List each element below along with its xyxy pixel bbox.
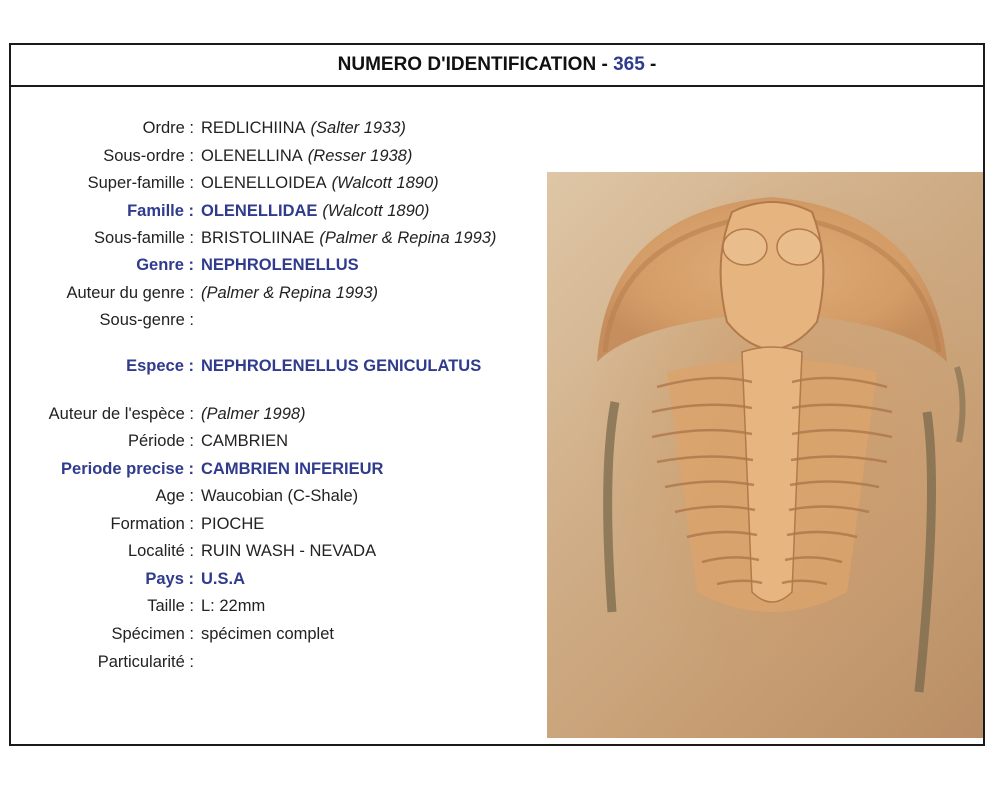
field-row	[11, 115, 571, 141]
field-author: (Palmer & Repina 1993)	[201, 284, 379, 302]
field-row	[11, 649, 571, 675]
field-label: Taille :	[147, 597, 194, 615]
field-author: (Walcott 1890)	[331, 174, 439, 192]
field-value: OLENELLOIDEA	[201, 174, 327, 192]
field-label: Age :	[155, 487, 194, 505]
field-row	[11, 538, 571, 564]
field-value-group	[201, 456, 383, 482]
field-author: (Salter 1933)	[310, 119, 406, 137]
field-row	[11, 225, 571, 251]
field-value: OLENELLINA	[201, 147, 303, 165]
field-row	[11, 307, 571, 333]
field-value-group	[201, 115, 406, 141]
field-label: Localité :	[127, 542, 194, 560]
field-row	[11, 511, 571, 537]
field-value-group	[201, 428, 288, 454]
field-row	[11, 428, 571, 454]
field-value: U.S.A	[201, 570, 246, 588]
title-prefix: NUMERO D'IDENTIFICATION -	[337, 54, 614, 75]
field-row	[11, 401, 571, 427]
field-row	[11, 170, 571, 196]
field-value: RUIN WASH - NEVADA	[201, 542, 377, 560]
field-value-group	[201, 170, 439, 196]
identification-number: 365	[613, 54, 645, 75]
field-label: Particularité :	[97, 653, 194, 671]
field-row	[11, 483, 571, 509]
identification-card	[9, 43, 985, 746]
field-value: OLENELLIDAE	[201, 202, 318, 220]
field-author: (Resser 1938)	[307, 147, 413, 165]
field-value-group	[201, 483, 358, 509]
field-label: Formation :	[110, 515, 194, 533]
field-value: CAMBRIEN INFERIEUR	[201, 460, 384, 478]
field-value-group	[201, 511, 264, 537]
field-value-group	[201, 143, 412, 169]
fossil-illustration	[547, 172, 983, 738]
field-row	[11, 456, 571, 482]
field-label: Periode precise :	[61, 460, 194, 478]
field-value: NEPHROLENELLUS	[201, 256, 359, 274]
field-label: Période :	[127, 432, 194, 450]
field-value: PIOCHE	[201, 515, 265, 533]
field-row	[11, 353, 571, 379]
field-label: Auteur de l'espèce :	[48, 405, 194, 423]
field-label: Sous-genre :	[99, 311, 194, 329]
field-value-group	[201, 621, 334, 647]
field-value: spécimen complet	[201, 625, 334, 643]
field-label: Famille :	[127, 202, 194, 220]
field-label: Sous-ordre :	[103, 147, 194, 165]
field-label: Pays :	[145, 570, 194, 588]
field-author: (Palmer & Repina 1993)	[319, 229, 497, 247]
field-value-group	[201, 566, 245, 592]
field-row	[11, 143, 571, 169]
field-value: NEPHROLENELLUS GENICULATUS	[201, 357, 482, 375]
field-value-group	[201, 252, 359, 278]
field-value: REDLICHIINA	[201, 119, 306, 137]
field-label: Auteur du genre :	[66, 284, 194, 302]
field-row	[11, 280, 571, 306]
card-title	[11, 45, 983, 87]
field-value-group	[201, 401, 306, 427]
trilobite-fossil-image	[547, 172, 983, 738]
field-row	[11, 566, 571, 592]
field-value-group	[201, 353, 481, 379]
field-value-group	[201, 593, 265, 619]
field-label: Super-famille :	[87, 174, 194, 192]
field-row	[11, 198, 571, 224]
field-value-group	[201, 225, 496, 251]
field-label: Genre :	[136, 256, 194, 274]
field-value: BRISTOLIINAE	[201, 229, 315, 247]
field-author: (Palmer 1998)	[201, 405, 306, 423]
field-value-group	[201, 198, 429, 224]
field-row	[11, 593, 571, 619]
field-value-group	[201, 538, 376, 564]
field-row	[11, 621, 571, 647]
field-label: Spécimen :	[111, 625, 194, 643]
field-value: CAMBRIEN	[201, 432, 289, 450]
field-label: Ordre :	[142, 119, 194, 137]
field-author: (Walcott 1890)	[322, 202, 430, 220]
field-value: L: 22mm	[201, 597, 266, 615]
field-label: Sous-famille :	[94, 229, 194, 247]
field-value: Waucobian (C-Shale)	[201, 487, 359, 505]
field-value-group	[201, 280, 378, 306]
field-row	[11, 252, 571, 278]
field-label: Espece :	[126, 357, 194, 375]
title-suffix: -	[644, 54, 657, 75]
